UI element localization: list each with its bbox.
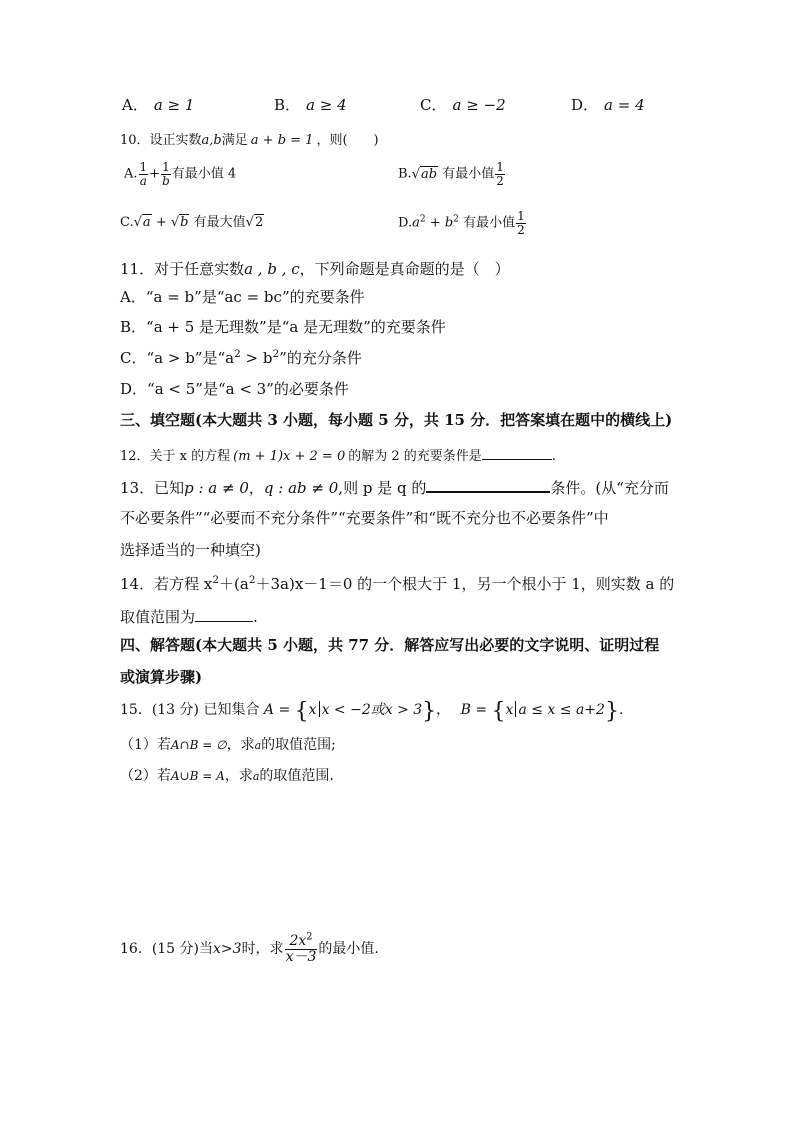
- q11-option-c: C．“a > b”是“$a^2 > b^2$”的充分条件: [120, 348, 362, 367]
- q15-stem: 15．(13 分) 已知集合 A = {x x < −2或x > 3}， B = {x a ≤ x ≤ a+2}.: [120, 699, 624, 724]
- sqrt-a: √a: [133, 215, 151, 230]
- fraction-1-over-b: $\frac{1}{b}$: [162, 160, 170, 188]
- section-4-heading-line-1: 四、解答题(本大题共 5 小题，共 77 分．解答应写出必要的文字说明、证明过程: [120, 636, 660, 654]
- fraction-one-half: $\frac{1}{2}$: [496, 160, 504, 188]
- q14-answer-blank: [195, 607, 253, 622]
- q15-part-1: （1）若A∩B = ∅，求a的取值范围;: [120, 737, 336, 753]
- sqrt-ab: √ab: [411, 166, 438, 182]
- fraction-one-half-d: $\frac{1}{2}$: [517, 209, 525, 237]
- sqrt-2: √2: [245, 215, 264, 230]
- q9-option-d: D． a = 4: [571, 96, 645, 114]
- q13-line-3: 选择适当的一种填空): [120, 541, 261, 559]
- q11-option-d: D．“a < 5”是“a < 3”的必要条件: [120, 380, 349, 398]
- q9-option-c: C． a ≥ −2: [420, 96, 506, 114]
- q10-stem: 10．设正实数a,b满足 a + b = 1 ，则( ): [120, 133, 379, 148]
- q11-option-b: B．“a + 5 是无理数”是“a 是无理数”的充要条件: [120, 318, 446, 336]
- q13-line-2: 不必要条件”“必要而不充分条件”“充要条件”和“既不充分也不必要条件”中: [120, 509, 609, 527]
- q9-option-b: B． a ≥ 4: [274, 96, 347, 114]
- q12-answer-blank: [482, 445, 552, 460]
- q13-line-1: 13．已知p : a ≠ 0，q : ab ≠ 0,则 p 是 q 的 条件。(从“充分而: [120, 479, 669, 497]
- q12: 12．关于 x 的方程 (m + 1)x + 2 = 0 的解为 2 的充要条件是 .: [120, 445, 556, 463]
- sqrt-b: √b: [170, 215, 189, 230]
- section-3-heading: 三、填空题(本大题共 3 小题，每小题 5 分，共 15 分．把答案填在题中的横线上): [120, 411, 673, 429]
- q10-option-c: C.√a + √b 有最大值√2: [120, 215, 264, 230]
- fraction-1-over-a: $\frac{1}{a}$: [139, 160, 148, 188]
- q10-option-a: A. $\frac{1}{a}$ + $\frac{1}{b}$ 有最小值 4: [124, 160, 237, 188]
- section-4-heading-line-2: 或演算步骤): [120, 668, 203, 686]
- q16-fraction: $\frac{2x^2}{x-3}$: [285, 931, 317, 965]
- q10-option-d: $D.a^2 + b^2$ 有最小值 $\frac{1}{2}$: [398, 209, 525, 237]
- q9-option-a: A． a ≥ 1: [122, 96, 195, 114]
- q14-line-1: 14．若方程 $x^2+(a^2+3a)x-1=0$ 的一个根大于 1，另一个根小于 1，则实数 a 的: [120, 574, 675, 593]
- q10-option-b: B.√ab 有最小值 $\frac{1}{2}$: [398, 160, 504, 188]
- q16: 16．(15 分)当 x>3 时，求 $\frac{2x^2}{x-3}$ 的最小值.: [120, 931, 379, 965]
- q11-option-a: A．“a = b”是“ac = bc”的充要条件: [120, 288, 365, 306]
- q13-answer-blank: [426, 477, 550, 493]
- q11-stem: 11．对于任意实数a , b , c，下列命题是真命题的是（ ）: [120, 260, 510, 278]
- q15-part-2: （2）若A∪B = A，求a的取值范围.: [120, 768, 334, 784]
- q14-line-2: 取值范围为 .: [120, 608, 258, 626]
